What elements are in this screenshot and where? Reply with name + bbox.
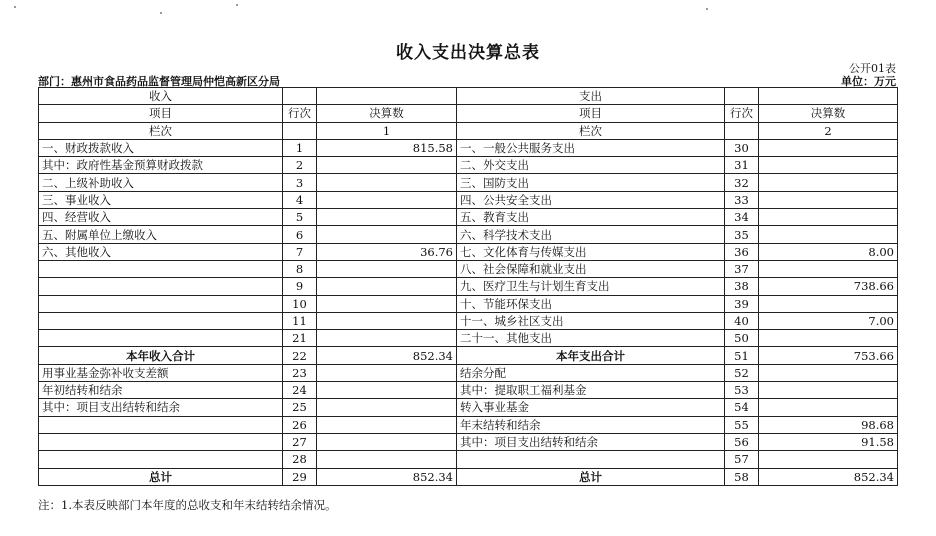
income-row-no: 21	[283, 330, 317, 347]
expense-item: 年末结转和结余	[457, 416, 725, 433]
income-column-no: 1	[317, 122, 457, 139]
expense-item: 结余分配	[457, 364, 725, 381]
income-row-no: 24	[283, 382, 317, 399]
expense-item: 三、国防支出	[457, 174, 725, 191]
header-row-group	[39, 88, 898, 105]
income-amount	[317, 399, 457, 416]
expense-row-no: 33	[725, 191, 759, 208]
income-item: 其中：政府性基金预算财政拨款	[39, 157, 283, 174]
table-row	[39, 451, 898, 468]
income-row-no: 6	[283, 226, 317, 243]
expense-amount	[759, 295, 898, 312]
expense-item: 一、一般公共服务支出	[457, 139, 725, 156]
income-amount: 852.34	[317, 468, 457, 485]
income-item	[39, 330, 283, 347]
income-row-no: 2	[283, 157, 317, 174]
income-row-no: 4	[283, 191, 317, 208]
expense-item: 总计	[457, 468, 725, 485]
income-item: 三、事业收入	[39, 191, 283, 208]
income-row-no: 10	[283, 295, 317, 312]
expense-amount: 98.68	[759, 416, 898, 433]
table-row	[39, 433, 898, 450]
expense-column-label: 栏次	[457, 122, 725, 139]
income-amount	[317, 174, 457, 191]
expense-amount	[759, 382, 898, 399]
expense-row-no: 30	[725, 139, 759, 156]
income-amount	[317, 330, 457, 347]
expense-amount	[759, 260, 898, 277]
table-row	[39, 157, 898, 174]
expense-item: 转入事业基金	[457, 399, 725, 416]
income-amount	[317, 209, 457, 226]
unit-label: 单位：万元	[841, 75, 896, 88]
income-row-no: 29	[283, 468, 317, 485]
income-amount	[317, 364, 457, 381]
expense-amount	[759, 330, 898, 347]
income-item: 总计	[39, 468, 283, 485]
income-item: 用事业基金弥补收支差额	[39, 364, 283, 381]
income-row-no: 28	[283, 451, 317, 468]
income-item: 年初结转和结余	[39, 382, 283, 399]
grand-total-row	[39, 468, 898, 485]
expense-amount	[759, 174, 898, 191]
income-amount	[317, 451, 457, 468]
income-row-no: 7	[283, 243, 317, 260]
income-row-no: 1	[283, 139, 317, 156]
header-row-columns	[39, 105, 898, 122]
table-row	[39, 312, 898, 329]
expense-item: 二十一、其他支出	[457, 330, 725, 347]
income-group-header: 收入	[39, 88, 283, 105]
expense-item: 其中：项目支出结转和结余	[457, 433, 725, 450]
income-amount: 36.76	[317, 243, 457, 260]
header-row-column-no	[39, 122, 898, 139]
income-amount	[317, 295, 457, 312]
expense-row-no: 32	[725, 174, 759, 191]
income-expense-table	[38, 87, 898, 486]
expense-row-no: 58	[725, 468, 759, 485]
expense-amount	[759, 364, 898, 381]
income-row-no: 11	[283, 312, 317, 329]
expense-row-no: 35	[725, 226, 759, 243]
table-row	[39, 139, 898, 156]
table-row	[39, 191, 898, 208]
expense-row-no: 37	[725, 260, 759, 277]
department-label: 部门：惠州市食品药品监督管理局仲恺高新区分局	[38, 75, 280, 88]
expense-amount	[759, 399, 898, 416]
income-item: 五、附属单位上缴收入	[39, 226, 283, 243]
table-row	[39, 260, 898, 277]
income-item: 一、财政拨款收入	[39, 139, 283, 156]
income-row-no: 26	[283, 416, 317, 433]
income-row-no: 5	[283, 209, 317, 226]
expense-row-no: 51	[725, 347, 759, 364]
expense-row-no-header: 行次	[725, 105, 759, 122]
income-item-header: 项目	[39, 105, 283, 122]
income-row-no: 25	[283, 399, 317, 416]
table-row	[39, 243, 898, 260]
income-amount	[317, 433, 457, 450]
income-row-no: 22	[283, 347, 317, 364]
income-column-label: 栏次	[39, 122, 283, 139]
expense-amount	[759, 226, 898, 243]
income-item	[39, 295, 283, 312]
income-item	[39, 416, 283, 433]
income-amount	[317, 278, 457, 295]
income-amount	[317, 312, 457, 329]
table-row	[39, 209, 898, 226]
income-amount	[317, 157, 457, 174]
expense-row-no: 34	[725, 209, 759, 226]
expense-row-no: 38	[725, 278, 759, 295]
expense-row-no: 55	[725, 416, 759, 433]
scan-speck	[236, 4, 238, 6]
scan-speck	[160, 12, 162, 14]
expense-column-no: 2	[759, 122, 898, 139]
expense-amount	[759, 451, 898, 468]
income-item: 四、经营收入	[39, 209, 283, 226]
expense-amount: 852.34	[759, 468, 898, 485]
expense-item: 五、教育支出	[457, 209, 725, 226]
expense-amount: 91.58	[759, 433, 898, 450]
expense-amount: 753.66	[759, 347, 898, 364]
expense-item: 四、公共安全支出	[457, 191, 725, 208]
income-amount: 852.34	[317, 347, 457, 364]
income-item: 六、其他收入	[39, 243, 283, 260]
table-row	[39, 399, 898, 416]
table-row	[39, 382, 898, 399]
expense-group-header: 支出	[457, 88, 725, 105]
expense-row-no: 40	[725, 312, 759, 329]
expense-row-no: 53	[725, 382, 759, 399]
expense-amount: 7.00	[759, 312, 898, 329]
income-amount	[317, 226, 457, 243]
income-amount	[317, 260, 457, 277]
expense-item: 七、文化体育与传媒支出	[457, 243, 725, 260]
income-item	[39, 312, 283, 329]
table-row	[39, 226, 898, 243]
expense-item: 本年支出合计	[457, 347, 725, 364]
income-row-no: 9	[283, 278, 317, 295]
income-row-no: 23	[283, 364, 317, 381]
income-row-no: 27	[283, 433, 317, 450]
expense-row-no: 54	[725, 399, 759, 416]
expense-item: 九、医疗卫生与计划生育支出	[457, 278, 725, 295]
expense-item: 十、节能环保支出	[457, 295, 725, 312]
income-amount	[317, 382, 457, 399]
table-row	[39, 416, 898, 433]
income-item	[39, 451, 283, 468]
expense-item: 其中：提取职工福利基金	[457, 382, 725, 399]
expense-amount	[759, 157, 898, 174]
income-item: 本年收入合计	[39, 347, 283, 364]
expense-item-header: 项目	[457, 105, 725, 122]
table-row	[39, 174, 898, 191]
expense-row-no: 39	[725, 295, 759, 312]
income-amount	[317, 416, 457, 433]
expense-item	[457, 451, 725, 468]
income-item: 二、上级补助收入	[39, 174, 283, 191]
expense-item: 十一、城乡社区支出	[457, 312, 725, 329]
expense-amount	[759, 191, 898, 208]
expense-amount	[759, 209, 898, 226]
expense-item: 二、外交支出	[457, 157, 725, 174]
income-amount: 815.58	[317, 139, 457, 156]
expense-amount	[759, 139, 898, 156]
expense-row-no: 52	[725, 364, 759, 381]
scan-speck	[706, 8, 708, 10]
expense-amount-header: 决算数	[759, 105, 898, 122]
income-row-no: 3	[283, 174, 317, 191]
income-amount	[317, 191, 457, 208]
expense-row-no: 50	[725, 330, 759, 347]
table-row	[39, 364, 898, 381]
income-item: 其中：项目支出结转和结余	[39, 399, 283, 416]
expense-row-no: 31	[725, 157, 759, 174]
income-row-no-header: 行次	[283, 105, 317, 122]
expense-amount: 738.66	[759, 278, 898, 295]
expense-row-no: 56	[725, 433, 759, 450]
table-row	[39, 295, 898, 312]
expense-item: 八、社会保障和就业支出	[457, 260, 725, 277]
income-amount-header: 决算数	[317, 105, 457, 122]
income-item	[39, 260, 283, 277]
income-item	[39, 433, 283, 450]
footnote: 注：1.本表反映部门本年度的总收支和年末结转结余情况。	[38, 498, 337, 512]
form-code: 公开01表	[849, 62, 896, 75]
page-title: 收入支出决算总表	[396, 43, 540, 63]
expense-row-no: 36	[725, 243, 759, 260]
income-total-row	[39, 347, 898, 364]
table-row	[39, 278, 898, 295]
expense-item: 六、科学技术支出	[457, 226, 725, 243]
income-item	[39, 278, 283, 295]
table-row	[39, 330, 898, 347]
expense-amount: 8.00	[759, 243, 898, 260]
income-row-no: 8	[283, 260, 317, 277]
expense-row-no: 57	[725, 451, 759, 468]
scan-speck	[14, 6, 16, 8]
